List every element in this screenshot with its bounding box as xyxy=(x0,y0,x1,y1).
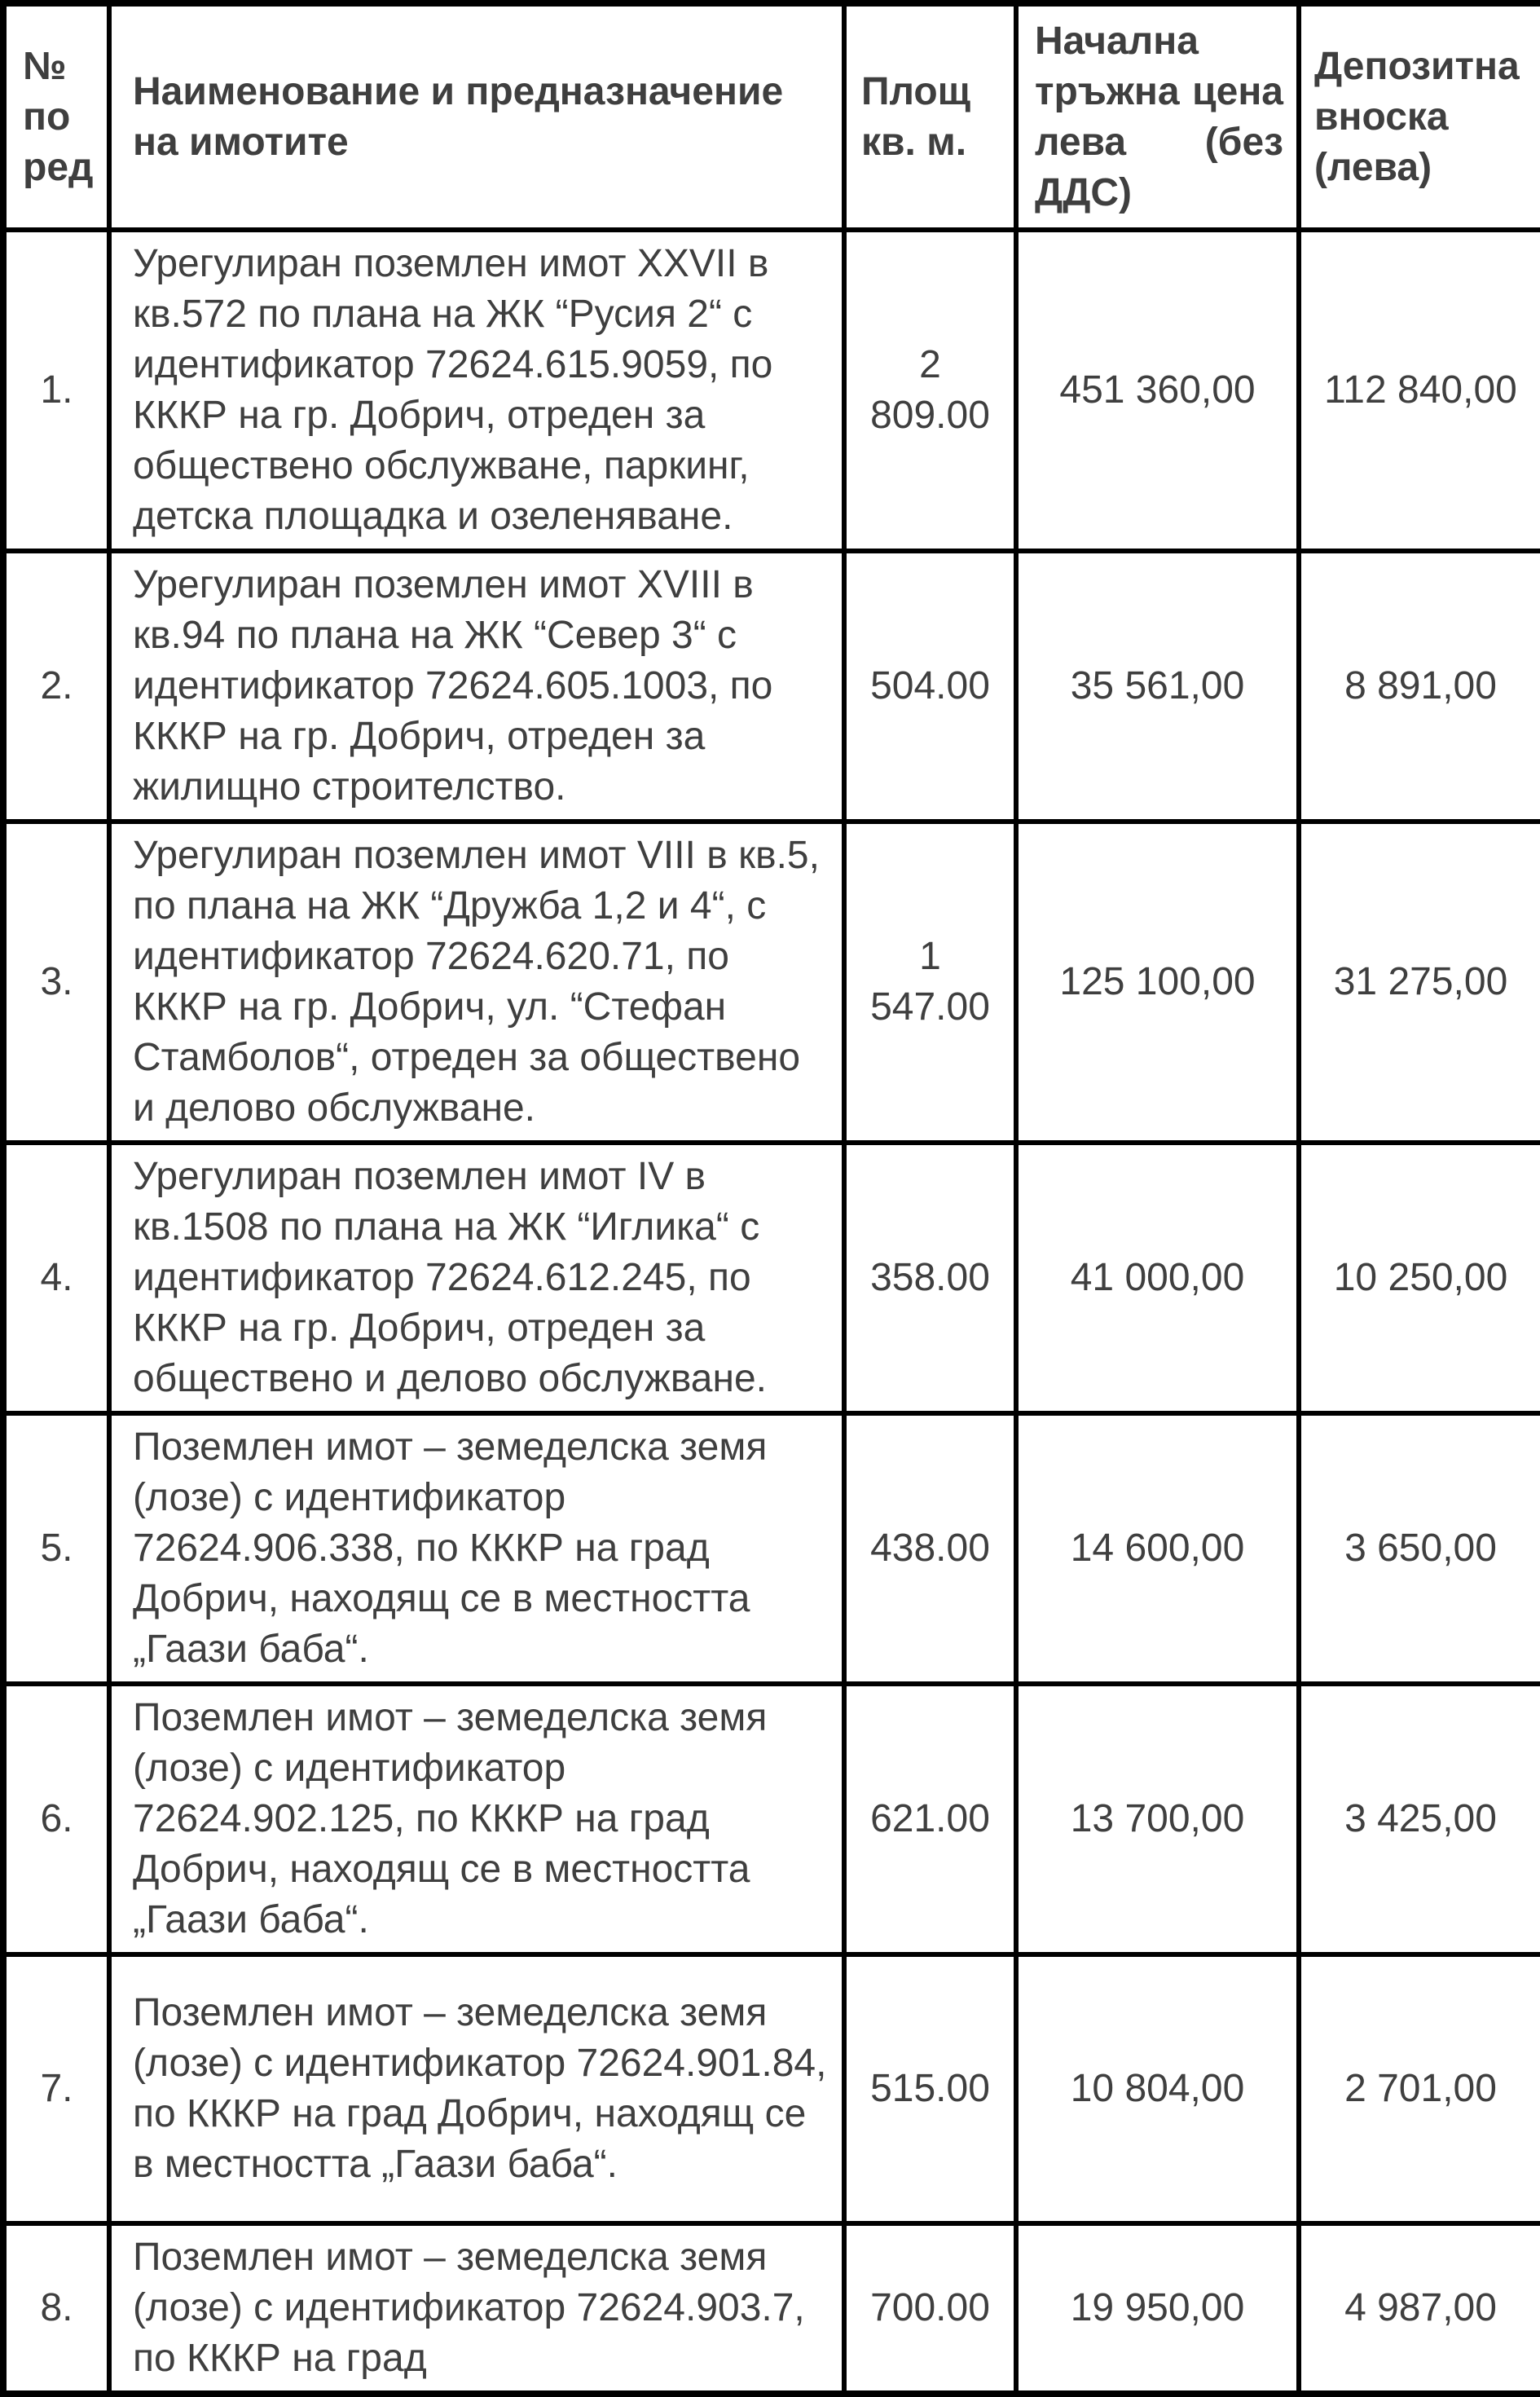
row-number-cell: 5. xyxy=(3,1413,109,1684)
table-row xyxy=(3,1954,1540,2223)
column-header-deposit: Депозитна вноска (лева) xyxy=(1299,3,1540,230)
deposit-cell: 2 701,00 xyxy=(1299,1954,1540,2223)
deposit-cell: 4 987,00 xyxy=(1299,2223,1540,2394)
row-number-cell: 4. xyxy=(3,1143,109,1413)
starting-price-cell: 10 804,00 xyxy=(1016,1954,1299,2223)
starting-price-cell: 35 561,00 xyxy=(1016,551,1299,822)
property-description-cell: Поземлен имот – земеделска земя (лозе) с идентификатор 72624.902.125, по КККР на град Добрич, находящ се в местността „Гаази баба“. xyxy=(109,1684,844,1954)
table-row xyxy=(3,230,1540,551)
deposit-cell: 3 425,00 xyxy=(1299,1684,1540,1954)
column-header-number: № по ред xyxy=(3,3,109,230)
table-row xyxy=(3,1143,1540,1413)
column-header-name-purpose: Наименование и предназначение на имотите xyxy=(109,3,844,230)
property-description-cell: Урегулиран поземлен имот XXVII в кв.572 по плана на ЖК “Русия 2“ с идентификатор 72624.615.9059, по КККР на гр. Добрич, отреден за обществено обслужване, паркинг, детска площадка и озеленяване. xyxy=(109,230,844,551)
column-header-starting-price: Начална тръжна цена лева (без ДДС) xyxy=(1016,3,1299,230)
table-body xyxy=(3,230,1540,2394)
area-cell: 504.00 xyxy=(844,551,1016,822)
row-number-cell: 8. xyxy=(3,2223,109,2394)
table-row xyxy=(3,822,1540,1143)
area-cell: 438.00 xyxy=(844,1413,1016,1684)
table-row xyxy=(3,1684,1540,1954)
deposit-cell: 112 840,00 xyxy=(1299,230,1540,551)
area-cell: 700.00 xyxy=(844,2223,1016,2394)
starting-price-cell: 451 360,00 xyxy=(1016,230,1299,551)
row-number-cell: 7. xyxy=(3,1954,109,2223)
column-header-area: Площ кв. м. xyxy=(844,3,1016,230)
row-number-cell: 6. xyxy=(3,1684,109,1954)
area-cell: 2 809.00 xyxy=(844,230,1016,551)
deposit-cell: 8 891,00 xyxy=(1299,551,1540,822)
row-number-cell: 1. xyxy=(3,230,109,551)
deposit-cell: 10 250,00 xyxy=(1299,1143,1540,1413)
area-cell: 1 547.00 xyxy=(844,822,1016,1143)
row-number-cell: 3. xyxy=(3,822,109,1143)
table-row xyxy=(3,551,1540,822)
property-description-cell: Поземлен имот – земеделска земя (лозе) с идентификатор 72624.901.84, по КККР на град Добрич, находящ се в местността „Гаази баба“. xyxy=(109,1954,844,2223)
property-description-cell: Поземлен имот – земеделска земя (лозе) с идентификатор 72624.903.7, по КККР на град xyxy=(109,2223,844,2394)
header-row xyxy=(3,3,1540,230)
property-description-cell: Поземлен имот – земеделска земя (лозе) с идентификатор 72624.906.338, по КККР на град Добрич, находящ се в местността „Гаази баба“. xyxy=(109,1413,844,1684)
property-description-cell: Урегулиран поземлен имот VIII в кв.5, по плана на ЖК “Дружба 1,2 и 4“, с идентификатор 72624.620.71, по КККР на гр. Добрич, ул. “Стефан Стамболов“, отреден за обществено и делово обслужване. xyxy=(109,822,844,1143)
table-row xyxy=(3,2223,1540,2394)
starting-price-cell: 125 100,00 xyxy=(1016,822,1299,1143)
area-cell: 358.00 xyxy=(844,1143,1016,1413)
row-number-cell: 2. xyxy=(3,551,109,822)
deposit-cell: 31 275,00 xyxy=(1299,822,1540,1143)
property-description-cell: Урегулиран поземлен имот XVIII в кв.94 по плана на ЖК “Север 3“ с идентификатор 72624.605.1003, по КККР на гр. Добрич, отреден за жилищно строителство. xyxy=(109,551,844,822)
table-row xyxy=(3,1413,1540,1684)
deposit-cell: 3 650,00 xyxy=(1299,1413,1540,1684)
area-cell: 515.00 xyxy=(844,1954,1016,2223)
property-description-cell: Урегулиран поземлен имот IV в кв.1508 по плана на ЖК “Иглика“ с идентификатор 72624.612.245, по КККР на гр. Добрич, отреден за обществено и делово обслужване. xyxy=(109,1143,844,1413)
starting-price-cell: 14 600,00 xyxy=(1016,1413,1299,1684)
starting-price-cell: 13 700,00 xyxy=(1016,1684,1299,1954)
starting-price-cell: 41 000,00 xyxy=(1016,1143,1299,1413)
table-header xyxy=(3,3,1540,230)
area-cell: 621.00 xyxy=(844,1684,1016,1954)
starting-price-cell: 19 950,00 xyxy=(1016,2223,1299,2394)
